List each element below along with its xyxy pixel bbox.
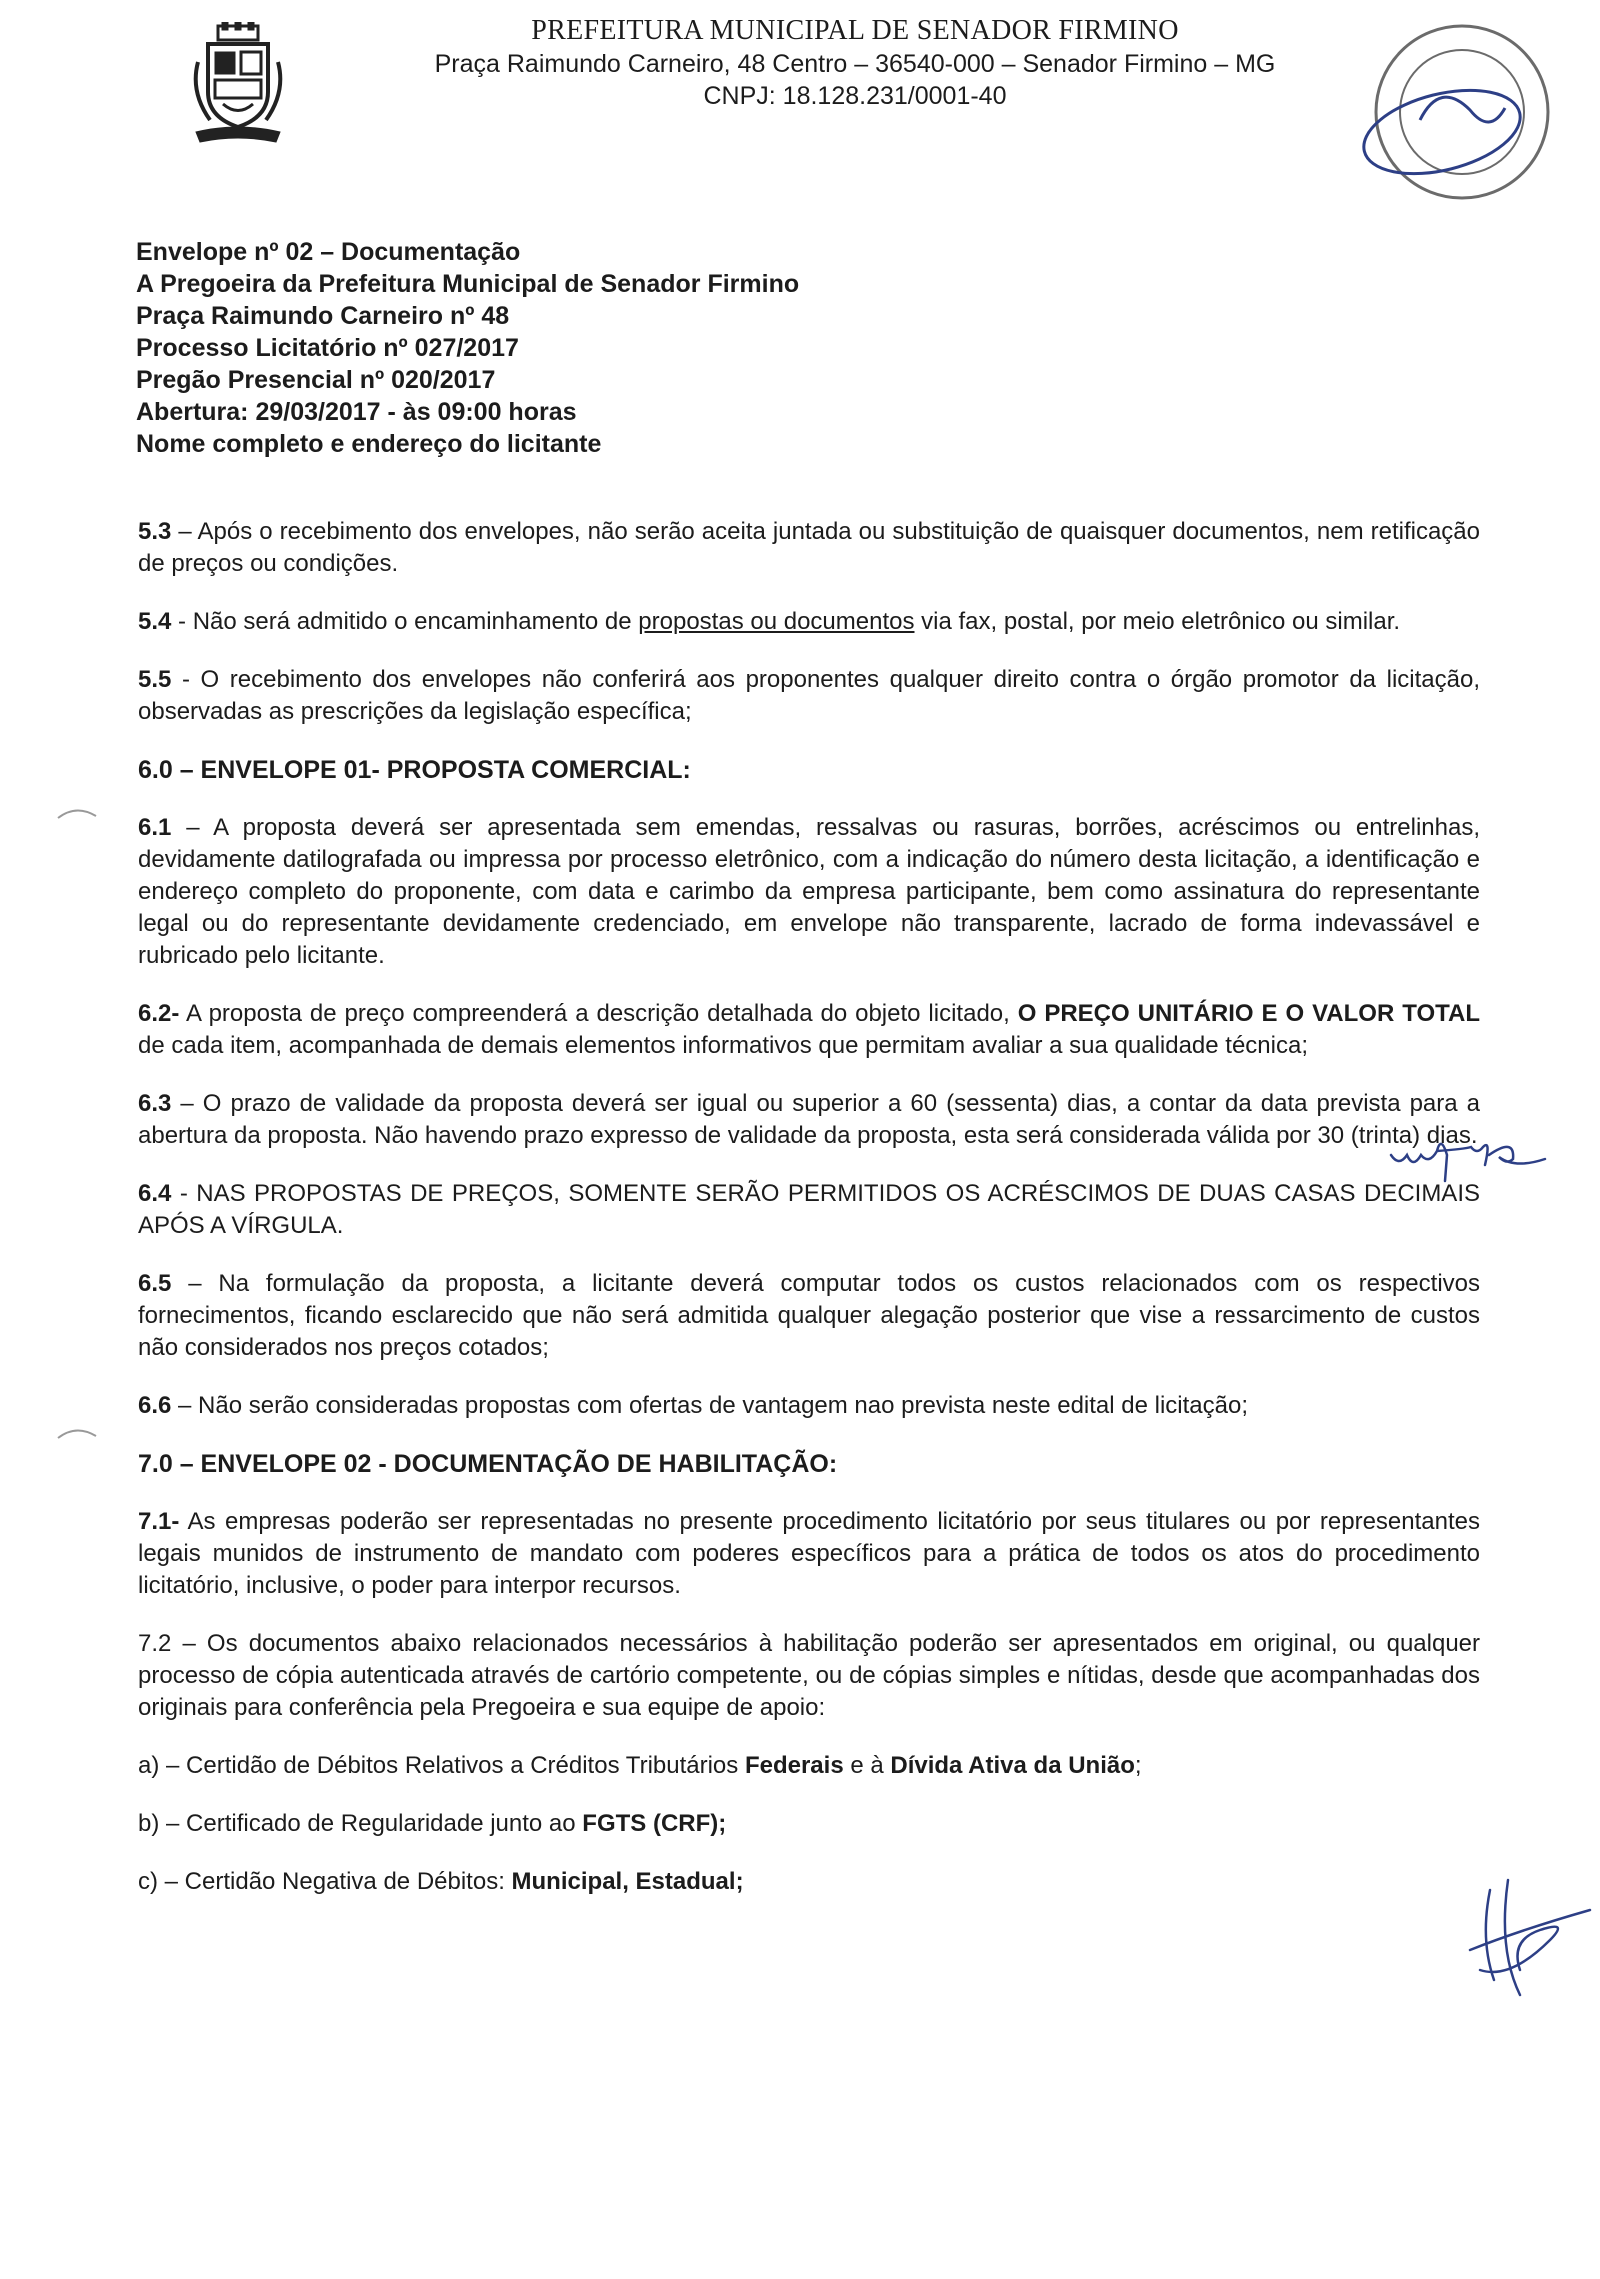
clause-7-1: 7.1- As empresas poderão ser representadas no presente procedimento licitatório por seus titulares ou por representantes legais munidos de instrumento de mandato com poderes específicos para a prática de todos os atos do procedimento licitatório, inclusive, o poder para interpor recursos. — [138, 1508, 1480, 1599]
section-heading-7: 7.0 – ENVELOPE 02 - DOCUMENTAÇÃO DE HABILITAÇÃO: — [138, 1450, 838, 1478]
list-item-c: c) – Certidão Negativa de Débitos: Municipal, Estadual; — [138, 1868, 744, 1895]
list-item-b: b) – Certificado de Regularidade junto ao FGTS (CRF); — [138, 1810, 727, 1837]
envelope-line: Envelope nº 02 – Documentação — [136, 238, 521, 266]
envelope-line: A Pregoeira da Prefeitura Municipal de Senador Firmino — [136, 270, 800, 298]
envelope-address-block — [136, 236, 1036, 460]
margin-mark — [56, 806, 98, 820]
clause-5-5: 5.5 - O recebimento dos envelopes não conferirá aos proponentes qualquer direito contra o órgão promotor da licitação, observadas as prescrições da legislação específica; — [138, 666, 1480, 725]
commission-stamp — [1330, 20, 1560, 205]
section-heading-6: 6.0 – ENVELOPE 01- PROPOSTA COMERCIAL: — [138, 756, 691, 784]
document-body — [138, 516, 1480, 1898]
letterhead — [330, 14, 1380, 112]
clause-5-3: 5.3 – Após o recebimento dos envelopes, não serão aceita juntada ou substituição de quaisquer documentos, nem retificação de preços ou condições. — [138, 518, 1480, 577]
clause-7-2: 7.2 – Os documentos abaixo relacionados necessários à habilitação poderão ser apresentados em original, ou qualquer processo de cópia autenticada através de cartório competente, ou de cópias simples e nítidas, desde que acompanhadas dos originais para conferência pela Pregoeira e sua equipe de apoio: — [138, 1630, 1480, 1721]
clause-6-4: 6.4 - NAS PROPOSTAS DE PREÇOS, SOMENTE SERÃO PERMITIDOS OS ACRÉSCIMOS DE DUAS CASAS DECIMAIS APÓS A VÍRGULA. — [138, 1180, 1480, 1239]
clause-6-6: 6.6 – Não serão consideradas propostas com ofertas de vantagem nao prevista neste edital de licitação; — [138, 1392, 1248, 1419]
clause-6-5: 6.5 – Na formulação da proposta, a licitante deverá computar todos os custos relacionados com os respectivos fornecimentos, ficando esclarecido que não será admitida qualquer alegação posterior que vise a ressarcimento de custos não considerados nos preços cotados; — [138, 1270, 1480, 1361]
clause-6-3: 6.3 – O prazo de validade da proposta deverá ser igual ou superior a 60 (sessenta) dias, a contar da data prevista para a abertura da proposta. Não havendo prazo expresso de validade da proposta, esta será considerada válida por 30 (trinta) dias. — [138, 1090, 1480, 1149]
envelope-line: Abertura: 29/03/2017 - às 09:00 horas — [136, 398, 577, 426]
envelope-line: Praça Raimundo Carneiro nº 48 — [136, 302, 510, 330]
clause-6-1: 6.1 – A proposta deverá ser apresentada sem emendas, ressalvas ou rasuras, borrões, acréscimos ou entrelinhas, devidamente datilografada ou impressa por processo eletrônico, com a indicação do número desta licitação, a identificação e endereço completo do proponente, com data e carimbo da empresa participante, bem como assinatura do representante legal ou do representante devidamente credenciado, em envelope não transparente, lacrado de forma indevassável e rubricado pelo licitante. — [138, 814, 1480, 969]
envelope-line: Nome completo e endereço do licitante — [136, 430, 602, 458]
list-item-a: a) – Certidão de Débitos Relativos a Créditos Tributários Federais e à Dívida Ativa da União; — [138, 1752, 1142, 1779]
clause-6-2: 6.2- A proposta de preço compreenderá a descrição detalhada do objeto licitado, O PREÇO UNITÁRIO E O VALOR TOTAL de cada item, acompanhada de demais elementos informativos que permitam avaliar a sua qualidade técnica; — [138, 1000, 1480, 1059]
margin-mark — [56, 1426, 98, 1440]
envelope-line: Processo Licitatório nº 027/2017 — [136, 334, 519, 362]
clause-5-4: 5.4 - Não será admitido o encaminhamento de propostas ou documentos via fax, postal, por meio eletrônico ou similar. — [138, 608, 1401, 635]
handwritten-initials-signature — [1385, 1125, 1565, 1185]
envelope-line: Pregão Presencial nº 020/2017 — [136, 366, 496, 394]
letterhead-cnpj: CNPJ: 18.128.231/0001-40 — [703, 82, 1007, 110]
letterhead-org-name: PREFEITURA MUNICIPAL DE SENADOR FIRMINO — [531, 15, 1179, 46]
letterhead-address: Praça Raimundo Carneiro, 48 Centro – 36540-000 – Senador Firmino – MG — [434, 50, 1276, 78]
handwritten-signature — [1450, 1860, 1600, 2010]
municipal-crest-logo — [188, 22, 288, 147]
